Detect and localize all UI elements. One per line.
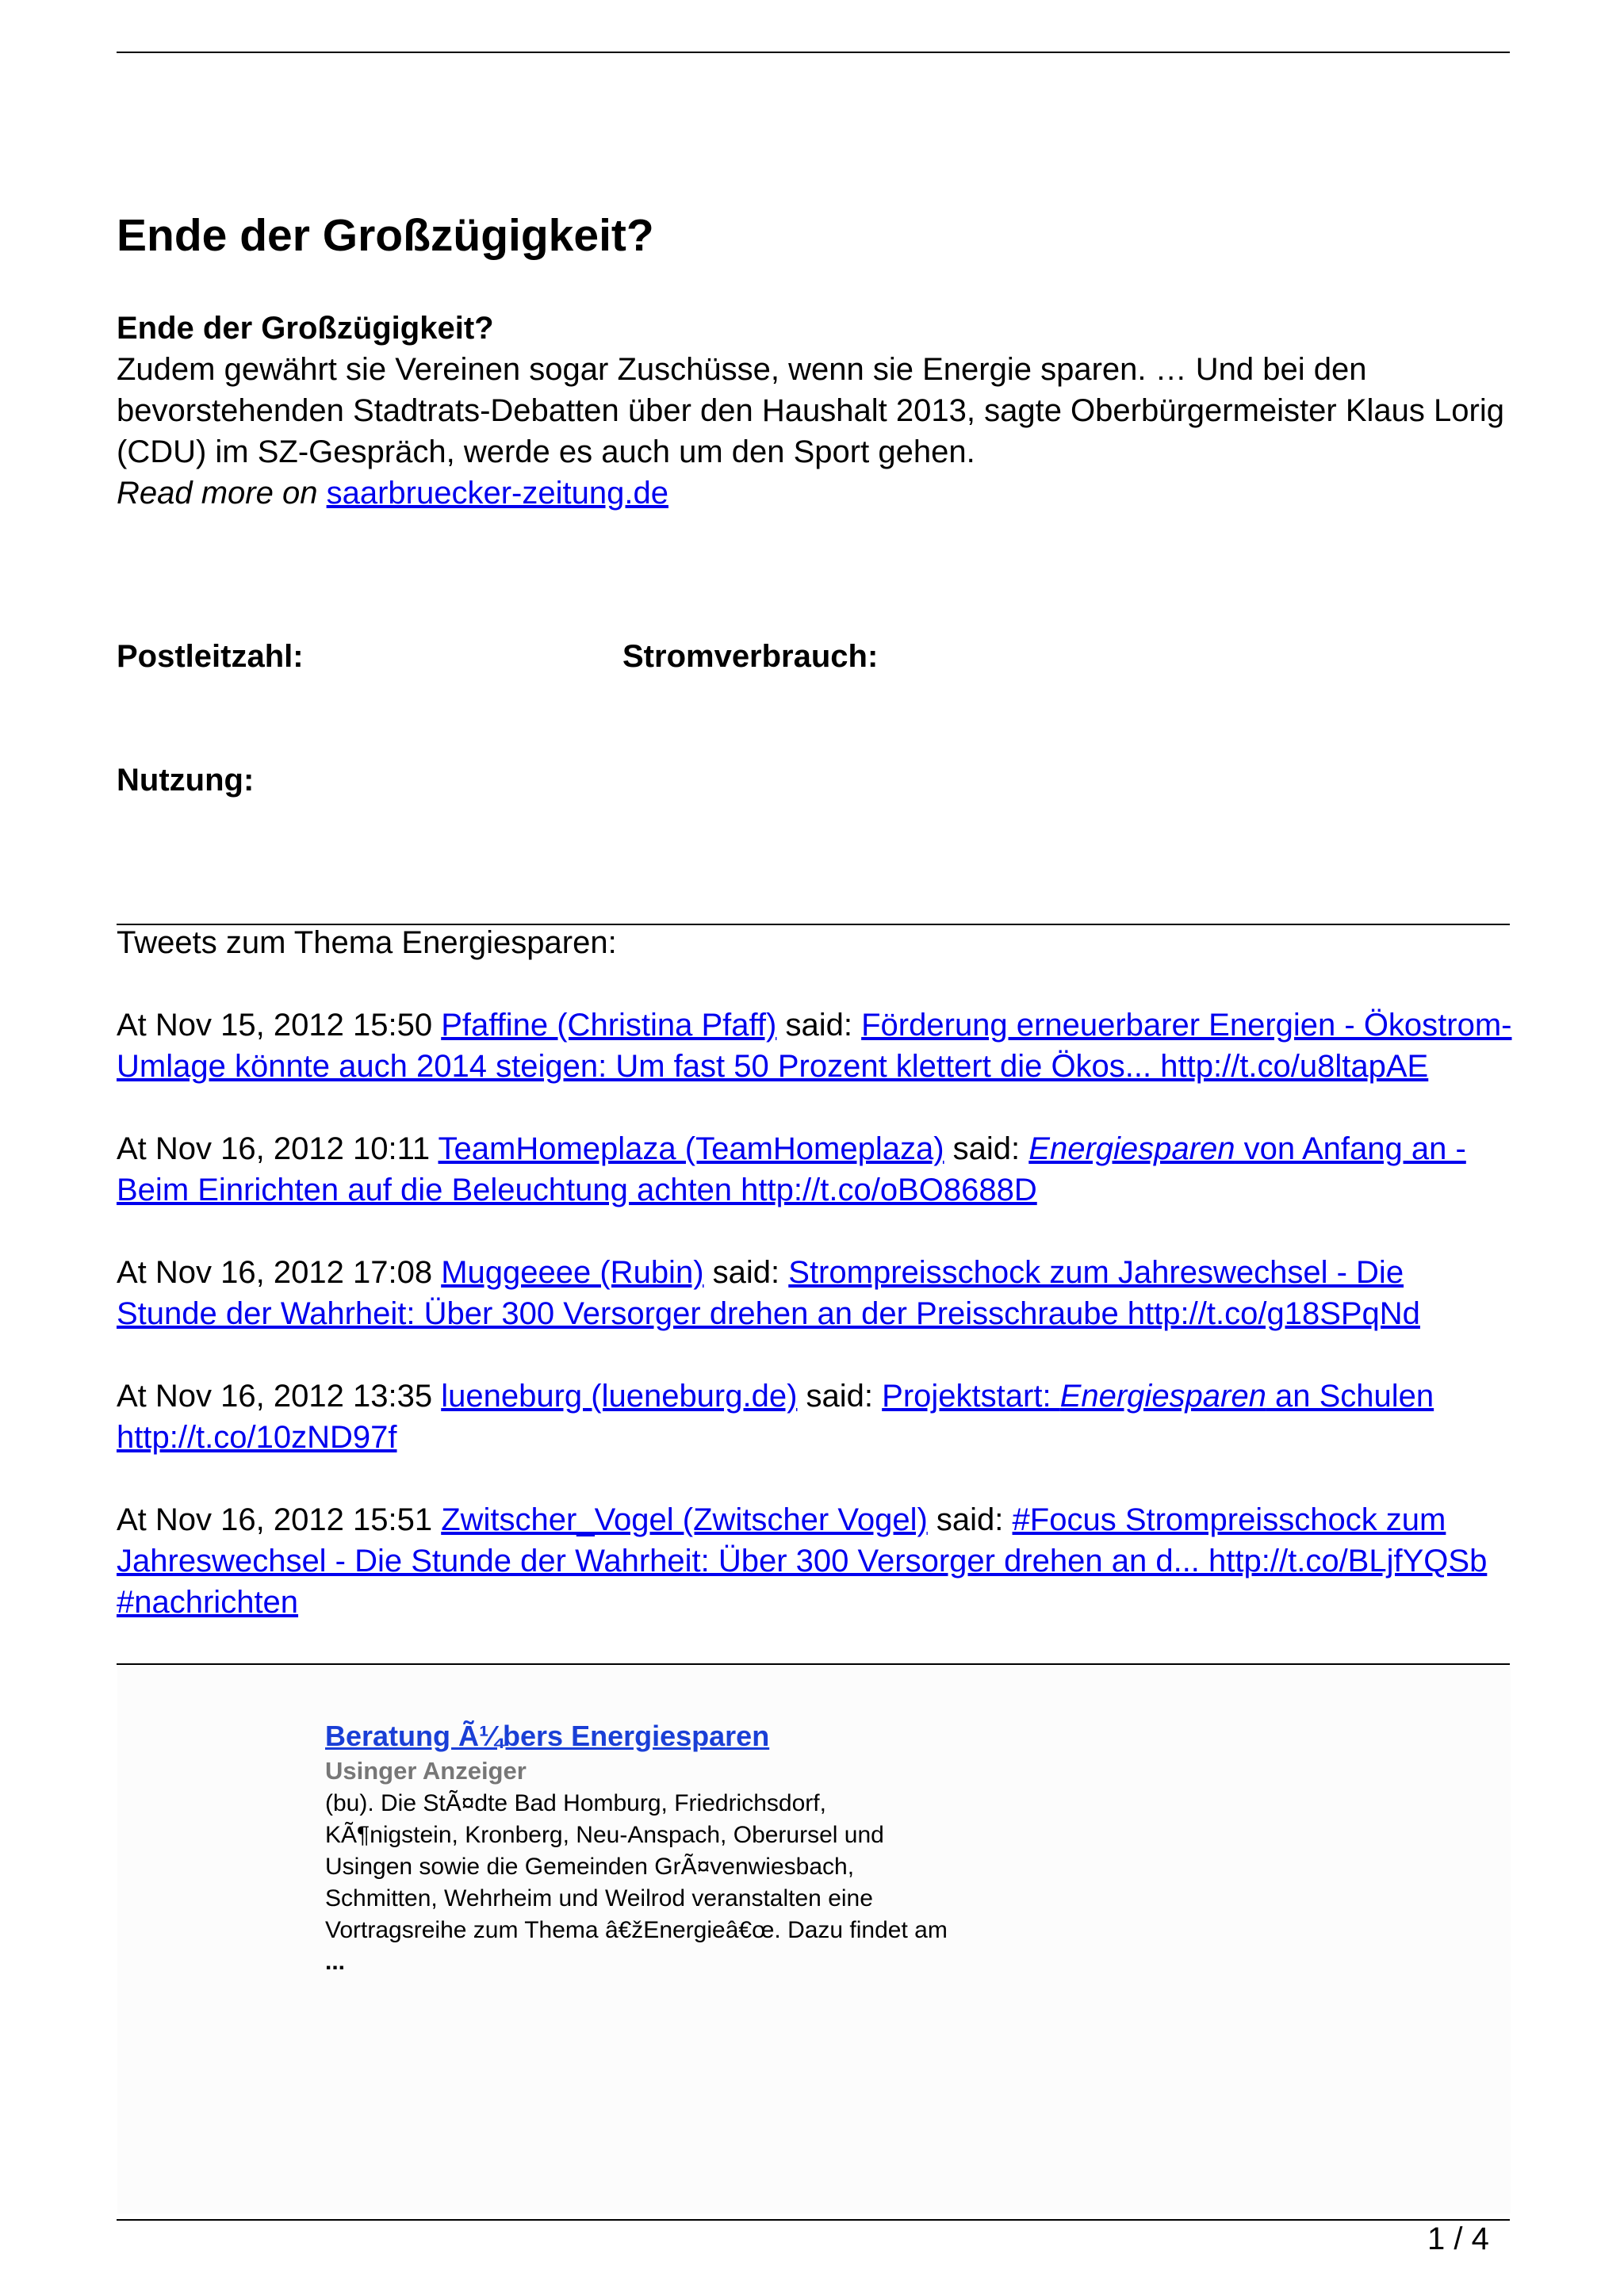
tweet-text: Strompreisschock zum Jahreswechsel - Die Stunde der Wahrheit: Über 300 Versorger drehen an der Preisschraube http://t.co/g18SPqNd bbox=[117, 1255, 1420, 1331]
tweet-said: said: bbox=[806, 1379, 874, 1414]
tweet-text: #Focus Strompreisschock zum Jahreswechsel - Die Stunde der Wahrheit: Über 300 Versorger drehen an d... http://t.co/BLjfYQSb #nachrichten bbox=[117, 1502, 1488, 1620]
tweet-item bbox=[117, 1004, 1512, 1087]
tweets-bottom-rule bbox=[117, 1663, 1510, 1665]
tweet-user-link[interactable]: lueneburg (lueneburg.de) bbox=[441, 1379, 798, 1414]
tweet-keyword: Energiesparen bbox=[1028, 1131, 1235, 1166]
tweet-item bbox=[117, 1499, 1512, 1623]
tweet-timestamp: At Nov 16, 2012 10:11 bbox=[117, 1131, 431, 1166]
read-more-link[interactable]: saarbruecker-zeitung.de bbox=[326, 476, 668, 511]
news-line: (bu). Die StÃ¤dte Bad Homburg, Friedrichsdorf, bbox=[325, 1790, 826, 1816]
tweet-timestamp: At Nov 16, 2012 13:35 bbox=[117, 1379, 433, 1414]
tweet-user-link[interactable]: Muggeeee (Rubin) bbox=[441, 1255, 704, 1290]
tweet-item bbox=[117, 1376, 1512, 1458]
read-more bbox=[117, 473, 1512, 514]
postleitzahl-label: Postleitzahl: bbox=[117, 639, 304, 674]
tweet-text: Förderung erneuerbarer Energien - Ökostrom-Umlage könnte auch 2014 steigen: Um fast 50 Prozent klettert die Ökos... http://t.co/u8ltapAE bbox=[117, 1008, 1512, 1084]
tweet-item bbox=[117, 1252, 1512, 1334]
tweet-item bbox=[117, 1128, 1512, 1211]
tweets-heading: Tweets zum Thema Energiesparen: bbox=[117, 925, 617, 960]
tweet-timestamp: At Nov 15, 2012 15:50 bbox=[117, 1008, 433, 1043]
news-line: KÃ¶nigstein, Kronberg, Neu-Anspach, Oberursel und bbox=[325, 1822, 884, 1848]
tweets-section bbox=[117, 922, 1512, 1623]
news-title-link[interactable]: Beratung Ã¼bers Energiesparen bbox=[325, 1720, 770, 1752]
tweet-text: Projektstart: bbox=[882, 1379, 1060, 1414]
tweet-user-link[interactable]: Pfaffine (Christina Pfaff) bbox=[441, 1008, 777, 1043]
tweet-said: said: bbox=[936, 1502, 1004, 1537]
tweet-keyword: Energiesparen bbox=[1059, 1379, 1266, 1414]
news-item bbox=[325, 1719, 1007, 1978]
tweet-user-link[interactable]: TeamHomeplaza (TeamHomeplaza) bbox=[438, 1131, 944, 1166]
tweet-text: von Anfang an - Beim Einrichten auf die Beleuchtung achten http://t.co/oBO8688D bbox=[117, 1131, 1466, 1207]
top-rule bbox=[117, 52, 1510, 53]
news-source: Usinger Anzeiger bbox=[325, 1757, 527, 1785]
news-line: Usingen sowie die Gemeinden GrÃ¤venwiesbach, bbox=[325, 1854, 855, 1880]
read-more-label: Read more on bbox=[117, 476, 318, 511]
news-line: Vortragsreihe zum Thema â€žEnergieâ€œ. Dazu findet am bbox=[325, 1917, 948, 1943]
tweet-timestamp: At Nov 16, 2012 17:08 bbox=[117, 1255, 433, 1290]
page-number: 1 / 4 bbox=[1427, 2221, 1489, 2256]
tweet-said: said: bbox=[785, 1008, 852, 1043]
page-title: Ende der Großzügigkeit? bbox=[117, 210, 654, 261]
stromverbrauch-label: Stromverbrauch: bbox=[622, 639, 879, 674]
news-ellipsis: ... bbox=[325, 1949, 346, 1975]
tweet-text: an Schulen http://t.co/10zND97f bbox=[117, 1379, 1434, 1455]
news-box bbox=[117, 1667, 1511, 2214]
news-line: Schmitten, Wehrheim und Weilrod veranstalten eine bbox=[325, 1885, 873, 1911]
nutzung-label: Nutzung: bbox=[117, 763, 255, 798]
tweet-user-link[interactable]: Zwitscher_Vogel (Zwitscher Vogel) bbox=[441, 1502, 928, 1537]
tweet-said: said: bbox=[712, 1255, 780, 1290]
tweet-said: said: bbox=[952, 1131, 1021, 1166]
article-subtitle: Ende der Großzügigkeit? bbox=[117, 311, 494, 346]
article-body: Zudem gewährt sie Vereinen sogar Zuschüsse, wenn sie Energie sparen. … Und bei den bevorstehenden Stadtrats-Debatten über den Haushalt 2013, sagte Oberbürgermeister Klaus Lorig (CDU) im SZ-Gespräch, werde es auch um den Sport gehen. bbox=[117, 352, 1504, 469]
tweet-timestamp: At Nov 16, 2012 15:51 bbox=[117, 1502, 433, 1537]
article-excerpt bbox=[117, 308, 1512, 514]
footer-rule bbox=[117, 2219, 1510, 2221]
